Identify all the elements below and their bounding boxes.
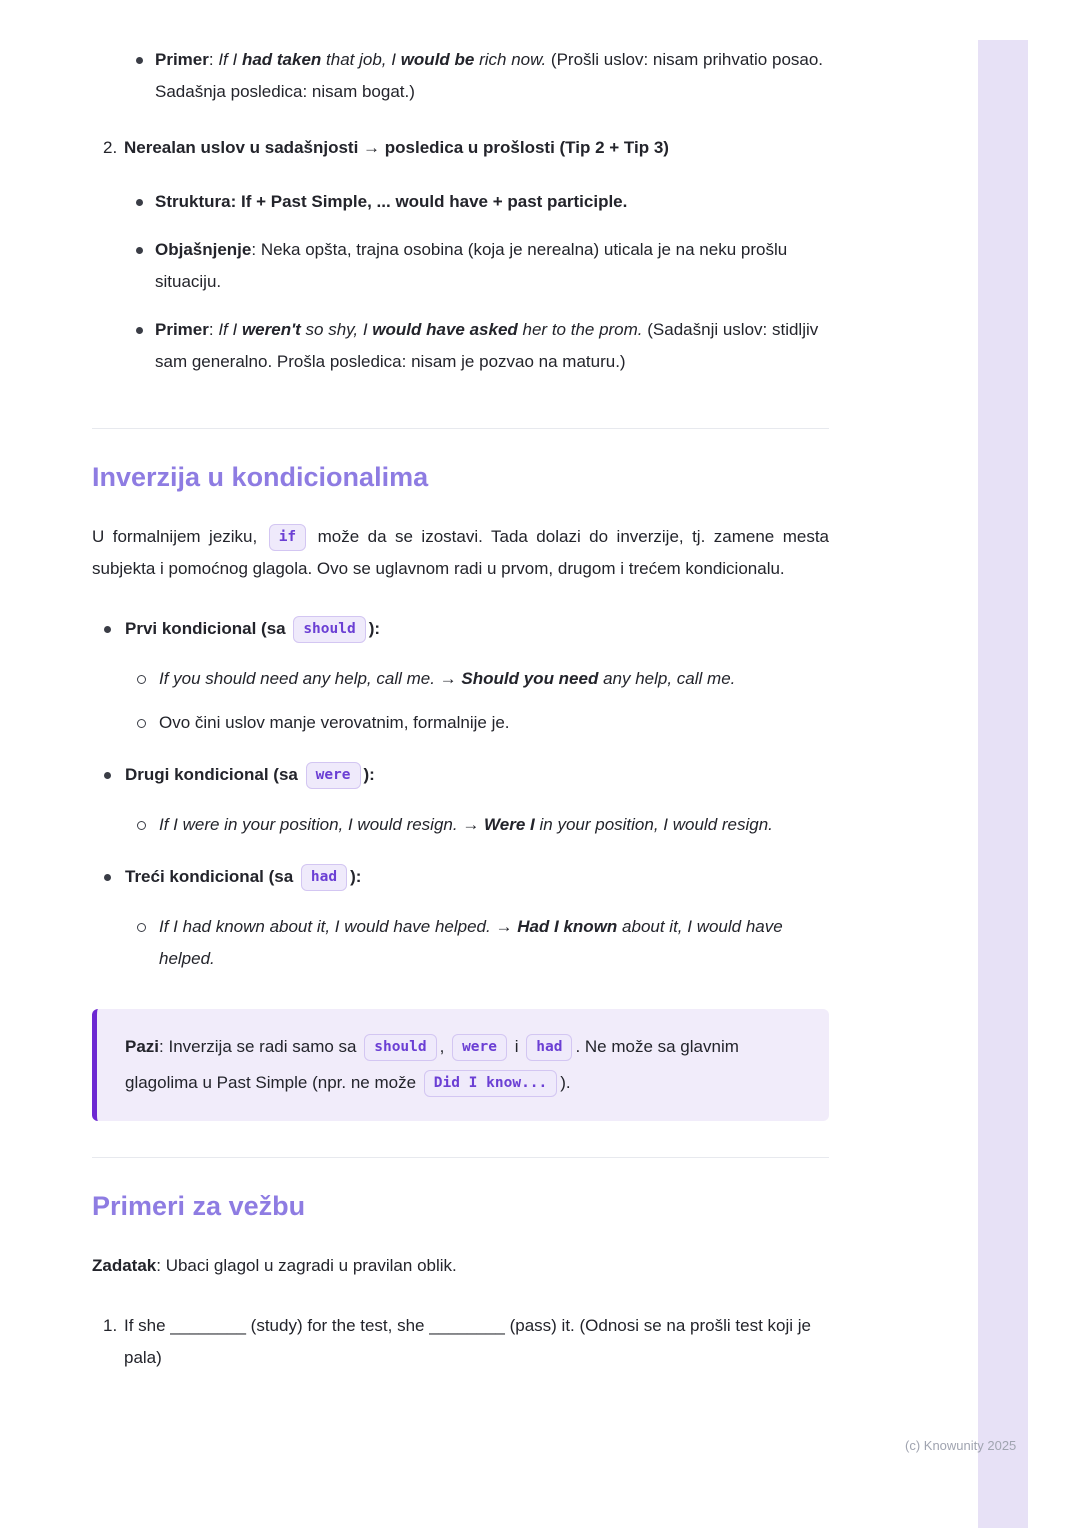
- text-segment: :: [208, 320, 219, 339]
- text-segment: Ovo čini uslov manje verovatnim, formalnije je.: [159, 713, 510, 732]
- kondicional-title: [125, 759, 829, 791]
- list-number: 1.: [103, 1316, 118, 1335]
- text-segment: : Neka opšta, trajna osobina (koja je nerealna) uticala je na neku prošlu situaciju.: [155, 240, 788, 291]
- example-text: [155, 50, 823, 101]
- code-chip: Did I know...: [424, 1070, 558, 1097]
- text-segment: her to the prom.: [517, 320, 643, 339]
- text-segment: Objašnjenje: [155, 240, 252, 259]
- kondicional-examples: [125, 911, 829, 975]
- text-segment: had taken: [241, 50, 322, 69]
- document-content: [92, 44, 829, 1374]
- text-segment: If you should need any help, call me.: [159, 669, 435, 688]
- text-segment: (Prošli uslov: nisam prihvatio posao. Sadašnja posledica: nisam bogat.): [155, 50, 824, 101]
- text-segment: If + Past Simple, ... would have + past participle.: [240, 192, 628, 211]
- text-segment: If I were in your position, I would resign.: [159, 815, 458, 834]
- text-segment: →: [434, 669, 462, 688]
- exercise-item: [92, 1310, 829, 1374]
- text-segment: Prvi kondicional (sa: [125, 619, 291, 638]
- objasnjenje-text: [155, 240, 787, 291]
- divider: [92, 428, 829, 429]
- text-segment: može da se izostavi. Tada dolazi do inverzije, tj. zamene mesta subjekta i pomoćnog glagola. Ovo se uglavnom radi u prvom, drugom i trećem kondicionalu.: [92, 527, 829, 578]
- text-segment: ).: [560, 1073, 571, 1092]
- example-item: [125, 663, 829, 695]
- code-chip: should: [364, 1034, 436, 1061]
- example-bullet-list: [92, 44, 829, 108]
- text-segment: Primer: [155, 320, 209, 339]
- scrollbar-track[interactable]: [978, 40, 1028, 1528]
- section-heading-vezba: Primeri za vežbu: [92, 1191, 306, 1221]
- numbered-rule-item: [92, 132, 829, 394]
- list-item-drugi-kondicional: [92, 759, 829, 841]
- code-chip: should: [293, 616, 365, 643]
- code-chip: were: [452, 1034, 507, 1061]
- text-segment: Treći kondicional (sa: [125, 867, 298, 886]
- text-segment: Had I known: [517, 917, 618, 936]
- copyright: (c) Knowunity 2025: [905, 1438, 1017, 1453]
- text-segment: →: [457, 815, 485, 834]
- text-segment: would have asked: [372, 320, 518, 339]
- text-segment: weren't: [241, 320, 301, 339]
- text-segment: :: [208, 50, 219, 69]
- text-segment: If I: [218, 50, 242, 69]
- text-segment: ,: [439, 1037, 450, 1056]
- list-item-prvi-kondicional: [92, 613, 829, 739]
- text-segment: i: [510, 1037, 524, 1056]
- primer-text: [155, 320, 818, 371]
- text-segment: that job, I: [321, 50, 401, 69]
- text-segment: . Ne može sa glavnim glagolima u Past Simple (npr. ne može: [125, 1037, 739, 1092]
- text-segment: : Inverzija se radi samo sa: [159, 1037, 362, 1056]
- zadatak-paragraph: [92, 1250, 829, 1282]
- text-segment: Zadatak: [92, 1256, 157, 1275]
- example-text: [159, 815, 773, 834]
- list-item: [124, 234, 829, 298]
- section-heading-inverzija: Inverzija u kondicionalima: [92, 462, 429, 492]
- text-segment: →: [490, 917, 518, 936]
- kondicional-list: [92, 613, 829, 975]
- example-item: [125, 911, 829, 975]
- rule-detail-list: [124, 186, 829, 378]
- struktura-text: [155, 192, 627, 211]
- exercise-text: [124, 1310, 829, 1374]
- kondicional-examples: [125, 809, 829, 841]
- example-text: [159, 669, 735, 688]
- code-chip: had: [301, 864, 347, 891]
- text-segment: would be: [400, 50, 475, 69]
- text-segment: (Sadašnji uslov: stidljiv sam generalno. Prošla posledica: nisam je pozvao na maturu.): [155, 320, 819, 371]
- text-segment: Nerealan uslov u sadašnjosti → posledica u prošlosti (Tip 2 + Tip 3): [124, 138, 669, 157]
- text-segment: so shy, I: [300, 320, 373, 339]
- text-segment: ):: [368, 619, 381, 638]
- kondicional-title: [125, 861, 829, 893]
- text-segment: U formalnijem jeziku,: [92, 527, 266, 546]
- inverzija-intro-paragraph: [92, 521, 829, 585]
- list-item: [92, 44, 829, 108]
- callout-text: [125, 1029, 801, 1101]
- rule-title: [124, 132, 829, 164]
- list-number: 2.: [103, 138, 118, 157]
- text-segment: in your position, I would resign.: [534, 815, 773, 834]
- text-segment: Primer: [155, 50, 209, 69]
- text-segment: rich now.: [474, 50, 547, 69]
- text-segment: Pazi: [125, 1037, 160, 1056]
- example-item: [125, 707, 829, 739]
- text-segment: Should you need: [461, 669, 599, 688]
- text-segment: If she ________ (study) for the test, she ________ (pass) it. (Odnosi se na prošli test koji je pala): [124, 1316, 811, 1367]
- list-item-treci-kondicional: [92, 861, 829, 975]
- text-segment: :: [230, 192, 241, 211]
- example-text: [159, 917, 783, 968]
- code-chip: were: [306, 762, 361, 789]
- text-segment: Struktura: [155, 192, 231, 211]
- list-item: [124, 314, 829, 378]
- text-segment: : Ubaci glagol u zagradi u pravilan oblik.: [156, 1256, 457, 1275]
- code-chip: had: [526, 1034, 572, 1061]
- text-segment: about it, I would have helped.: [159, 917, 783, 968]
- divider: [92, 1157, 829, 1158]
- kondicional-examples: [125, 663, 829, 739]
- text-segment: Drugi kondicional (sa: [125, 765, 303, 784]
- code-chip: if: [269, 524, 306, 551]
- text-segment: ):: [350, 867, 362, 886]
- text-segment: If I: [218, 320, 242, 339]
- text-segment: ):: [363, 765, 375, 784]
- text-segment: any help, call me.: [598, 669, 736, 688]
- example-text: [159, 713, 510, 732]
- text-segment: If I had known about it, I would have helped.: [159, 917, 491, 936]
- kondicional-title: [125, 613, 829, 645]
- example-item: [125, 809, 829, 841]
- text-segment: Were I: [484, 815, 535, 834]
- callout-note: [92, 1009, 829, 1121]
- list-item: [124, 186, 829, 218]
